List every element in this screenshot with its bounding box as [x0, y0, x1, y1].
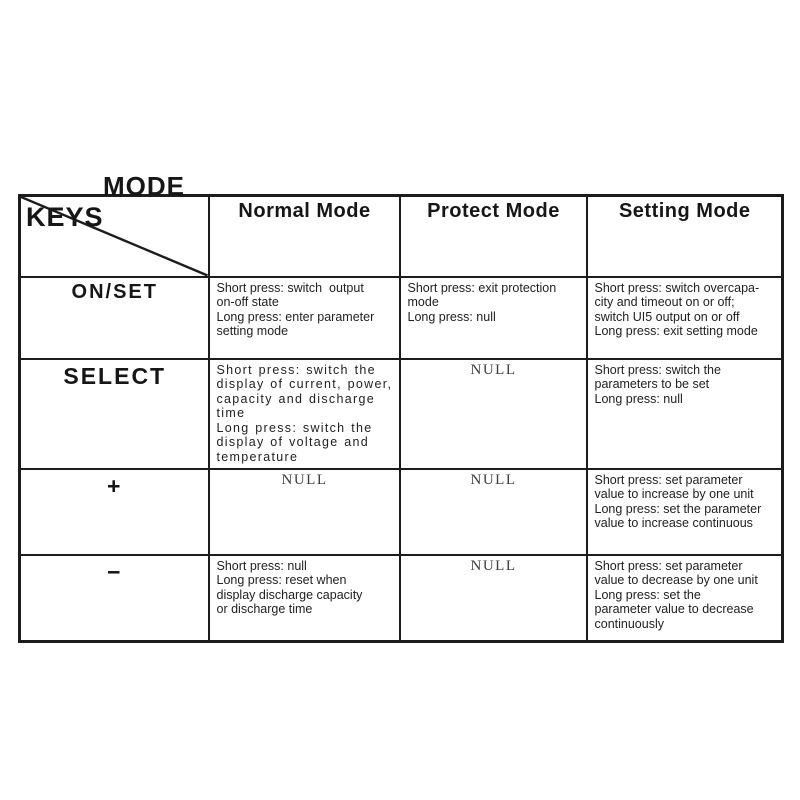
cell-on-set-setting: Short press: switch overcapa- city and timeout on or off; switch UI5 output on or off Long press: exit setting mode — [587, 277, 783, 359]
row-key-plus: + — [20, 469, 209, 555]
cell-select-normal: Short press: switch the display of current, power, capacity and discharge time Long press: switch the display of voltage and temperature — [209, 359, 400, 469]
cell-minus-normal: Short press: null Long press: reset when display discharge capacity or discharge time — [209, 555, 400, 642]
cell-select-setting: Short press: switch the parameters to be set Long press: null — [587, 359, 783, 469]
row-select — [20, 359, 783, 469]
keys-mode-table — [18, 171, 784, 643]
cell-plus-setting: Short press: set parameter value to increase by one unit Long press: set the parameter value to increase continuous — [587, 469, 783, 555]
row-key-minus: − — [20, 555, 209, 642]
corner-inner — [21, 171, 208, 276]
mode-label: MODE — [103, 171, 185, 201]
cell-plus-protect: NULL — [400, 469, 587, 555]
cell-select-protect: NULL — [400, 359, 587, 469]
cell-minus-setting: Short press: set parameter value to decrease by one unit Long press: set the parameter value to decrease continuously — [587, 555, 783, 642]
row-key-on-set: ON/SET — [20, 277, 209, 359]
row-minus — [20, 555, 783, 642]
cell-minus-protect: NULL — [400, 555, 587, 642]
row-key-select: SELECT — [20, 359, 209, 469]
row-plus — [20, 469, 783, 555]
col-header-protect-mode: Protect Mode — [400, 196, 587, 277]
cell-on-set-normal: Short press: switch output on-off state Long press: enter parameter setting mode — [209, 277, 400, 359]
keys-label: KEYS — [26, 202, 104, 232]
corner-cell — [20, 171, 209, 277]
col-header-setting-mode: Setting Mode — [587, 196, 783, 277]
cell-on-set-protect: Short press: exit protection mode Long press: null — [400, 277, 587, 359]
cell-plus-normal: NULL — [209, 469, 400, 555]
row-on-set — [20, 277, 783, 359]
header-row — [20, 196, 783, 277]
col-header-normal-mode: Normal Mode — [209, 196, 400, 277]
